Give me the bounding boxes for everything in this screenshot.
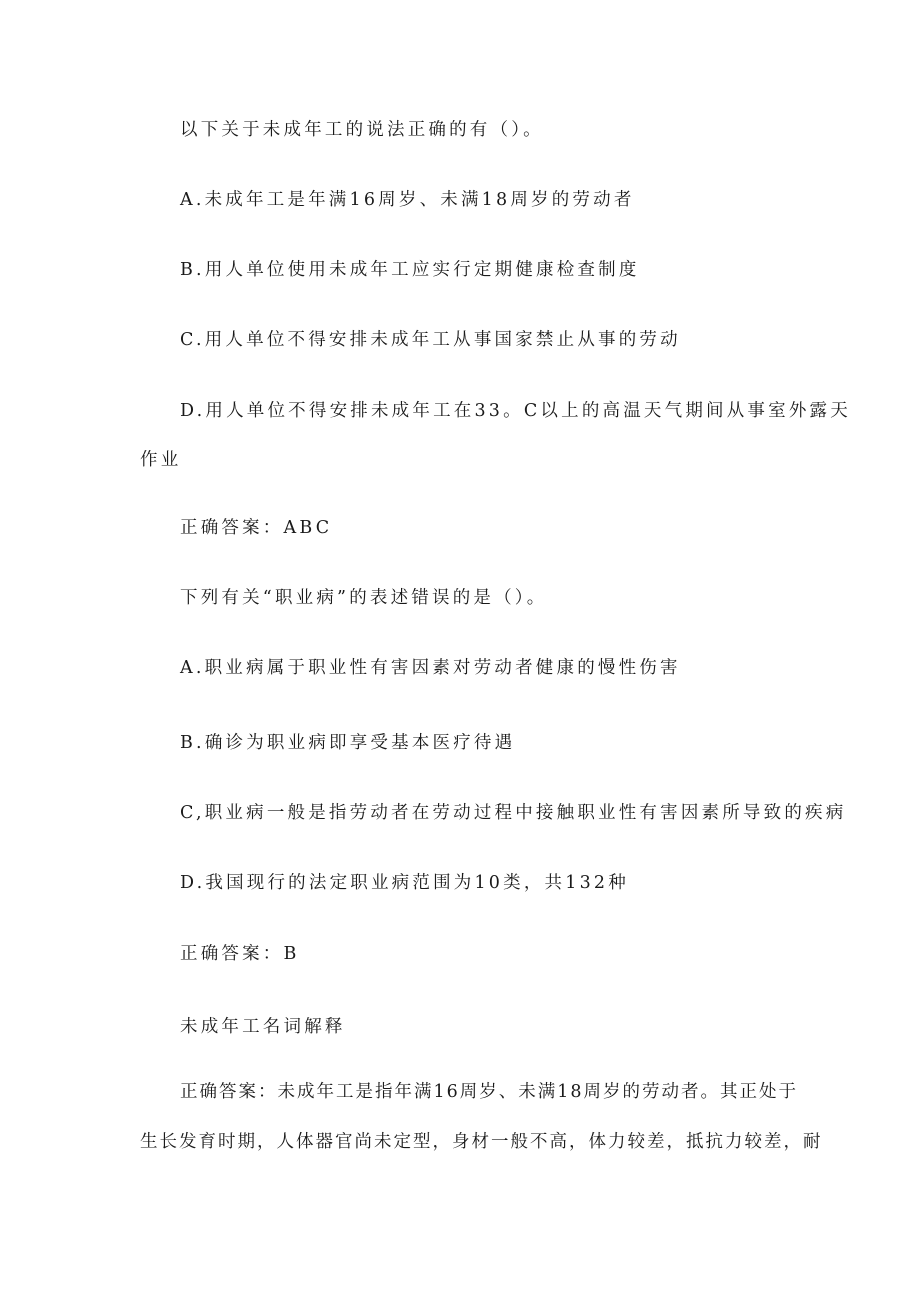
question-2-option-d: D.我国现行的法定职业病范围为10类，共132种 [180, 873, 629, 893]
question-1-stem: 以下关于未成年工的说法正确的有（）。 [180, 120, 544, 140]
question-2-stem: 下列有关“职业病”的表述错误的是（）。 [180, 588, 548, 608]
question-3-answer-line-1: 正确答案：未成年工是指年满16周岁、未满18周岁的劳动者。其正处于 [180, 1082, 799, 1102]
question-1-option-c: C.用人单位不得安排未成年工从事国家禁止从事的劳动 [180, 330, 681, 350]
question-3-stem: 未成年工名词解释 [180, 1017, 346, 1037]
question-1-answer: 正确答案：ABC [180, 518, 333, 538]
question-3-answer-line-2: 生长发育时期，人体器官尚未定型，身材一般不高，体力较差，抵抗力较差，耐 [140, 1132, 823, 1152]
question-2-option-b: B.确诊为职业病即享受基本医疗待遇 [180, 733, 516, 753]
question-1-option-d-continuation: 作业 [140, 450, 182, 470]
question-2-option-a: A.职业病属于职业性有害因素对劳动者健康的慢性伤害 [180, 658, 681, 678]
question-2-answer: 正确答案：B [180, 944, 300, 964]
question-1-option-b: B.用人单位使用未成年工应实行定期健康检查制度 [180, 260, 640, 280]
question-2-option-c: C,职业病一般是指劳动者在劳动过程中接触职业性有害因素所导致的疾病 [180, 803, 847, 823]
question-1-option-d: D.用人单位不得安排未成年工在33。C以上的高温天气期间从事室外露天 [180, 401, 851, 421]
question-1-option-a: A.未成年工是年满16周岁、未满18周岁的劳动者 [180, 190, 635, 210]
